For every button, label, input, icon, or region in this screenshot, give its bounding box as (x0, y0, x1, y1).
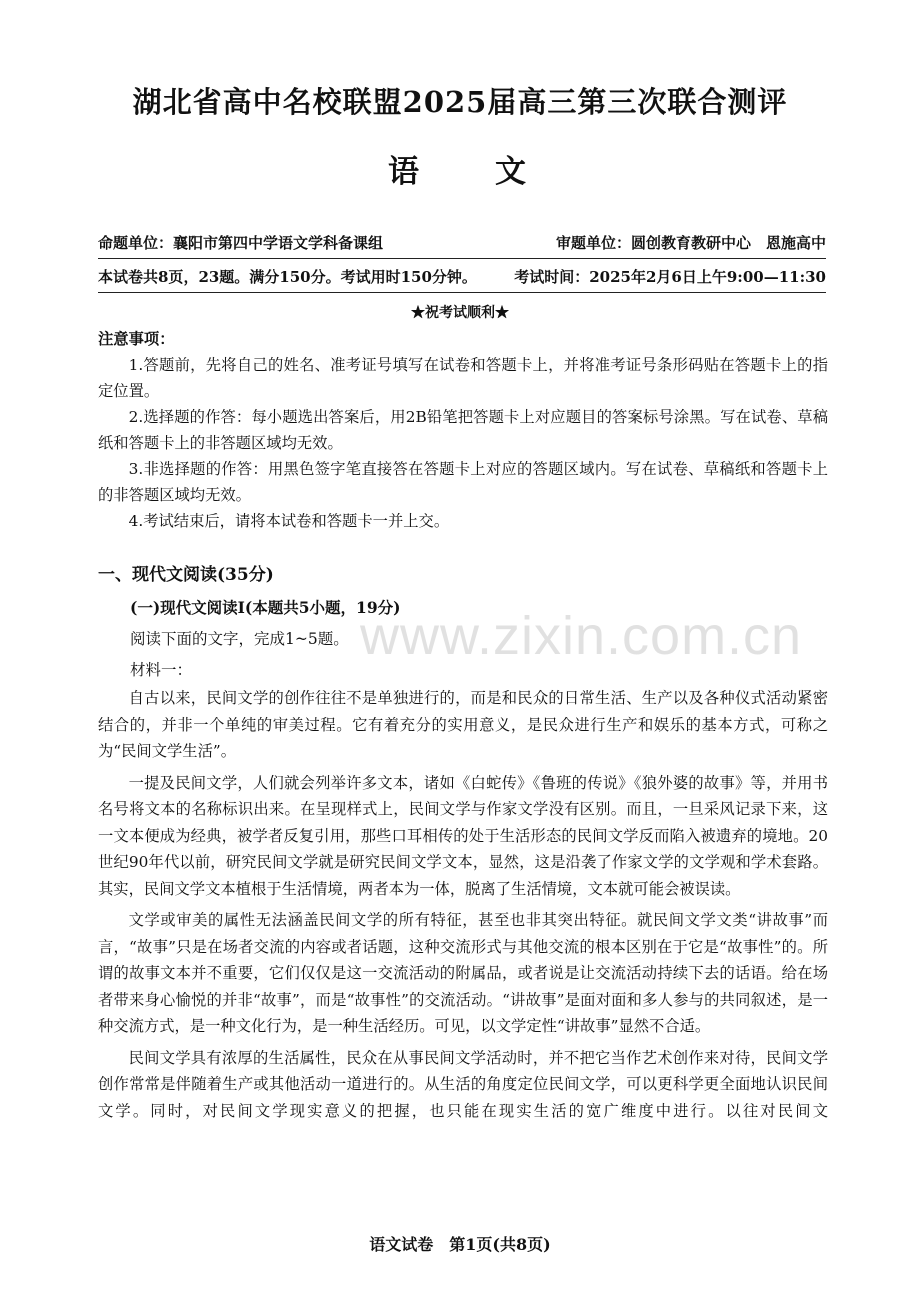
note-item: 2.选择题的作答：每小题选出答案后，用2B铅笔把答题卡上对应题目的答案标号涂黑。写在试卷、草稿纸和答题卡上的非答题区域均无效。 (98, 408, 828, 452)
subject-char-1: 语 (388, 154, 425, 190)
notes-heading: 注意事项： (98, 330, 175, 348)
divider-line (98, 292, 826, 293)
passage-paragraph: 一提及民间文学，人们就会列举许多文本，诸如《白蛇传》《鲁班的传说》《狼外婆的故事》等，并用书名号将文本的名称标识出来。在呈现样式上，民间文学与作家文学没有区别。而且，一旦采风记录下来，这一文本便成为经典，被学者反复引用，那些口耳相传的处于生活形态的民间文学反而陷入被遗弃的境地。20世纪90年代以前，研究民间文学就是研究民间文学文本，显然，这是沿袭了作家文学的文学观和学术套路。其实，民间文学文本植根于生活情境，两者本为一体，脱离了生活情境，文本就可能会被误读。 (98, 773, 828, 898)
section-title: 一、现代文阅读(35分) (98, 565, 274, 585)
note-item: 4.考试结束后，请将本试卷和答题卡一并上交。 (128, 512, 450, 530)
passage-paragraph: 民间文学具有浓厚的生活属性，民众在从事民间文学活动时，并不把它当作艺术创作来对待，民间文学创作常常是伴随着生产或其他活动一道进行的。从生活的角度定位民间文学，可以更科学更全面地认识民间文学。同时，对民间文学现实意义的把握，也只能在现实生活的宽广维度中进行。以往对民间文 (98, 1048, 828, 1120)
note-item: 1.答题前，先将自己的姓名、准考证号填写在试卷和答题卡上，并将准考证号条形码贴在答题卡上的指定位置。 (98, 356, 828, 400)
reading-passage (98, 685, 828, 1129)
reviewer-unit: 审题单位：圆创教育教研中心 恩施高中 (555, 234, 826, 252)
exam-time: 考试时间：2025年2月6日上午9:00—11:30 (514, 268, 826, 286)
note-item: 3.非选择题的作答：用黑色签字笔直接答在答题卡上对应的答题区域内。写在试卷、草稿纸和答题卡上的非答题区域均无效。 (98, 460, 828, 504)
proposer-unit: 命题单位：襄阳市第四中学语文学科备课组 (98, 234, 384, 252)
info-row-exam (98, 266, 826, 287)
info-row-units (98, 232, 826, 253)
material-label: 材料一： (130, 661, 193, 679)
subsection-title: (一)现代文阅读Ⅰ(本题共5小题，19分) (130, 598, 401, 617)
reading-instruction: 阅读下面的文字，完成1~5题。 (130, 630, 349, 648)
exam-title: 湖北省高中名校联盟2025届高三第三次联合测评 (132, 85, 788, 119)
passage-paragraph: 文学或审美的属性无法涵盖民间文学的所有特征，甚至也非其突出特征。就民间文学文类“讲故事”而言，“故事”只是在场者交流的内容或者话题，这种交流形式与其他交流的根本区别在于它是“故事性”的。所谓的故事文本并不重要，它们仅仅是这一交流活动的附属品，或者说是让交流活动持续下去的话语。给在场者带来身心愉悦的并非“故事”，而是“故事性”的交流活动。“讲故事”是面对面和多人参与的共同叙述，是一种交流方式，是一种文化行为，是一种生活经历。可见，以文学定性“讲故事”显然不合适。 (98, 911, 828, 1035)
subject-char-2: 文 (495, 154, 532, 190)
good-luck-banner: ★祝考试顺利★ (411, 305, 509, 321)
paper-info: 本试卷共8页，23题。满分150分。考试用时150分钟。 (98, 268, 477, 286)
watermark: www.zixin.com.cn (360, 606, 803, 666)
page-footer: 语文试卷 第1页(共8页) (369, 1235, 551, 1254)
exam-notes (98, 326, 828, 534)
divider-line (98, 258, 826, 259)
subject-title (0, 146, 920, 191)
passage-paragraph: 自古以来，民间文学的创作往往不是单独进行的，而是和民众的日常生活、生产以及各种仪式活动紧密结合的，并非一个单纯的审美过程。它有着充分的实用意义，是民众进行生产和娱乐的基本方式，可称之为“民间文学生活”。 (98, 689, 828, 760)
